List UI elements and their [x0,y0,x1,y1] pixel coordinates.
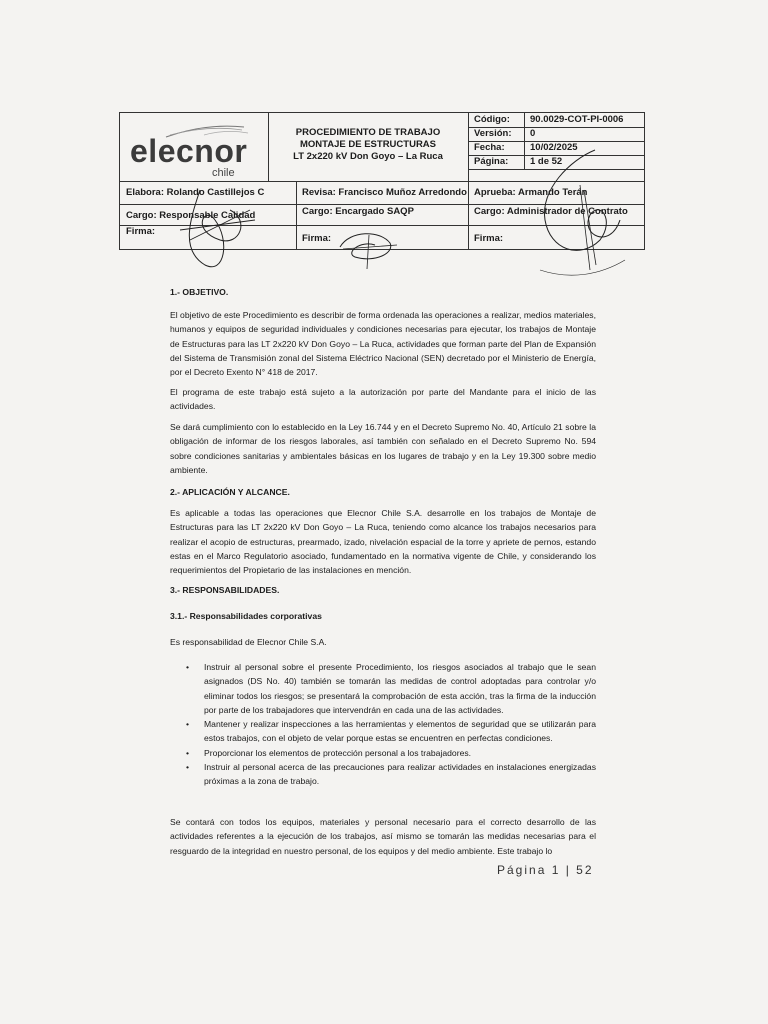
firma-revisa-label: Firma: [302,233,332,244]
revisa-field: Revisa: Francisco Muñoz Arredondo [302,187,467,198]
cargo-revisa-field: Cargo: Encargado SAQP [302,206,414,217]
title-line-1: PROCEDIMIENTO DE TRABAJO [295,127,441,138]
section-1-heading: 1.- OBJETIVO. [170,287,229,297]
title-line-3: LT 2x220 kV Don Goyo – La Ruca [293,151,443,162]
elecnor-logo [126,121,266,185]
logo-subtitle: chile [212,167,235,179]
version-value: 0 [530,128,536,139]
page-number-footer: Página 1 | 52 [497,863,594,877]
section-2-paragraph-1: Es aplicable a todas las operaciones que Elecnor Chile S.A. desarrolle en los trabajos de Montaje de Estructuras para las LT 2x220 kV Don Goyo – La Ruca, teniendo como alcance los trabajos necesarios para realizar el acopio de estructuras, prearmado, izado, nivelación espacial de la torre y apriete de pernos, estando estas en el Marco Regulatorio asociado, fundamentado en la normativa vigente de Chile, y considerando los requerimientos del Propietario de las instalaciones en mención. [170,508,596,576]
list-item: • Instruir al personal sobre el presente Procedimiento, los riesgos asociados al trabajo que le sean asignados (DS No. 40) también se tomarán las medidas de control adoptadas para controlar y/o eliminar todos los riesgos; se presentará la comprobación de esta acción, tras la firma de la inducción por parte de los trabajadores que intervendrán en cada una de las actividades. [186,662,596,715]
cargo-aprueba-field: Cargo: Administrador de Contrato [474,206,628,217]
list-item-text: Instruir al personal acerca de las precauciones para realizar actividades en instalaciones energizadas próximas a la zona de trabajo. [204,762,596,787]
elabora-field: Elabora: Rolando Castillejos C [126,187,265,198]
code-value: 90.0029-COT-PI-0006 [530,114,624,125]
date-value: 10/02/2025 [530,142,578,153]
section-3-heading: 3.- RESPONSABILIDADES. [170,585,280,595]
firma-elabora-label: Firma: [126,226,156,237]
list-item-text: Mantener y realizar inspecciones a las herramientas y elementos de seguridad que se utilizarán para estos trabajos, con el objeto de velar porque estas se encuentren en perfectas condiciones. [204,719,596,744]
cargo-elabora-field: Cargo: Responsable Calidad [126,210,256,221]
section-3-1-intro: Es responsabilidad de Elecnor Chile S.A. [170,637,327,647]
page-label: Página: [474,156,509,167]
section-3-1-heading: 3.1.- Responsabilidades corporativas [170,611,322,621]
closing-paragraph: Se contará con todos los equipos, materiales y personal necesario para el correcto desarrollo de las actividades referentes a la ejecución de los trabajos, así mismo se tomarán las medidas necesarias para el resguardo de la integridad en nuestro personal, de los equipos y del medio ambiente. Este trabajo lo [170,817,596,856]
logo-wordmark: elecnor [130,133,248,169]
aprueba-field: Aprueba: Armando Terán [474,187,588,198]
section-2-heading: 2.- APLICACIÓN Y ALCANCE. [170,487,290,497]
date-label: Fecha: [474,142,505,153]
responsibilities-list [186,660,596,789]
version-label: Versión: [474,128,512,139]
list-item: • Instruir al personal acerca de las precauciones para realizar actividades en instalaciones energizadas próximas a la zona de trabajo. [186,762,596,787]
list-item: • Proporcionar los elementos de protección personal a los trabajadores. [186,747,472,758]
document-title [268,127,468,163]
title-line-2: MONTAJE DE ESTRUCTURAS [300,139,436,150]
section-1-paragraph-3: Se dará cumplimiento con lo establecido en la Ley 16.744 y en el Decreto Supremo No. 40, Artículo 21 sobre la obligación de informar de los riesgos laborales, así también con señalado en el Decreto Supremo No. 594 sobre condiciones sanitarias y ambientales básicas en los lugares de trabajo y en la Ley 19.300 sobre medio ambiente. [170,422,596,475]
list-item: • Mantener y realizar inspecciones a las herramientas y elementos de seguridad que se utilizarán para estos trabajos, con el objeto de velar porque estas se encuentren en perfectas condiciones. [186,719,596,744]
list-item-text: Instruir al personal sobre el presente Procedimiento, los riesgos asociados al trabajo que le sean asignados (DS No. 40) también se tomarán las medidas de control adoptadas para controlar y/o eliminar todos los riesgos; se presentará la comprobación de esta acción, tras la firma de la inducción por parte de los trabajadores que intervendrán en cada una de las actividades. [204,662,596,715]
firma-aprueba-label: Firma: [474,233,504,244]
document-header-table [119,112,645,250]
page-value: 1 de 52 [530,156,563,167]
code-label: Código: [474,114,510,125]
section-1-paragraph-2: El programa de este trabajo está sujeto a la autorización por parte del Mandante para el inicio de las actividades. [170,387,596,412]
list-item-text: Proporcionar los elementos de protección personal a los trabajadores. [204,747,472,758]
section-1-paragraph-1: El objetivo de este Procedimiento es describir de forma ordenada las operaciones a realizar, medios materiales, humanos y equipos de seguridad individuales y condiciones necesarias para ejecutar, los trabajos de Montaje de Estructuras para las LT 2x220 kV Don Goyo – La Ruca, actividades que forman parte del Plan de Expansión del Sistema de Transmisión zonal del Sistema Eléctrico Nacional (SEN) decretado por el Ministerio de Energía, por el Decreto Exento N° 418 de 2017. [170,310,596,378]
